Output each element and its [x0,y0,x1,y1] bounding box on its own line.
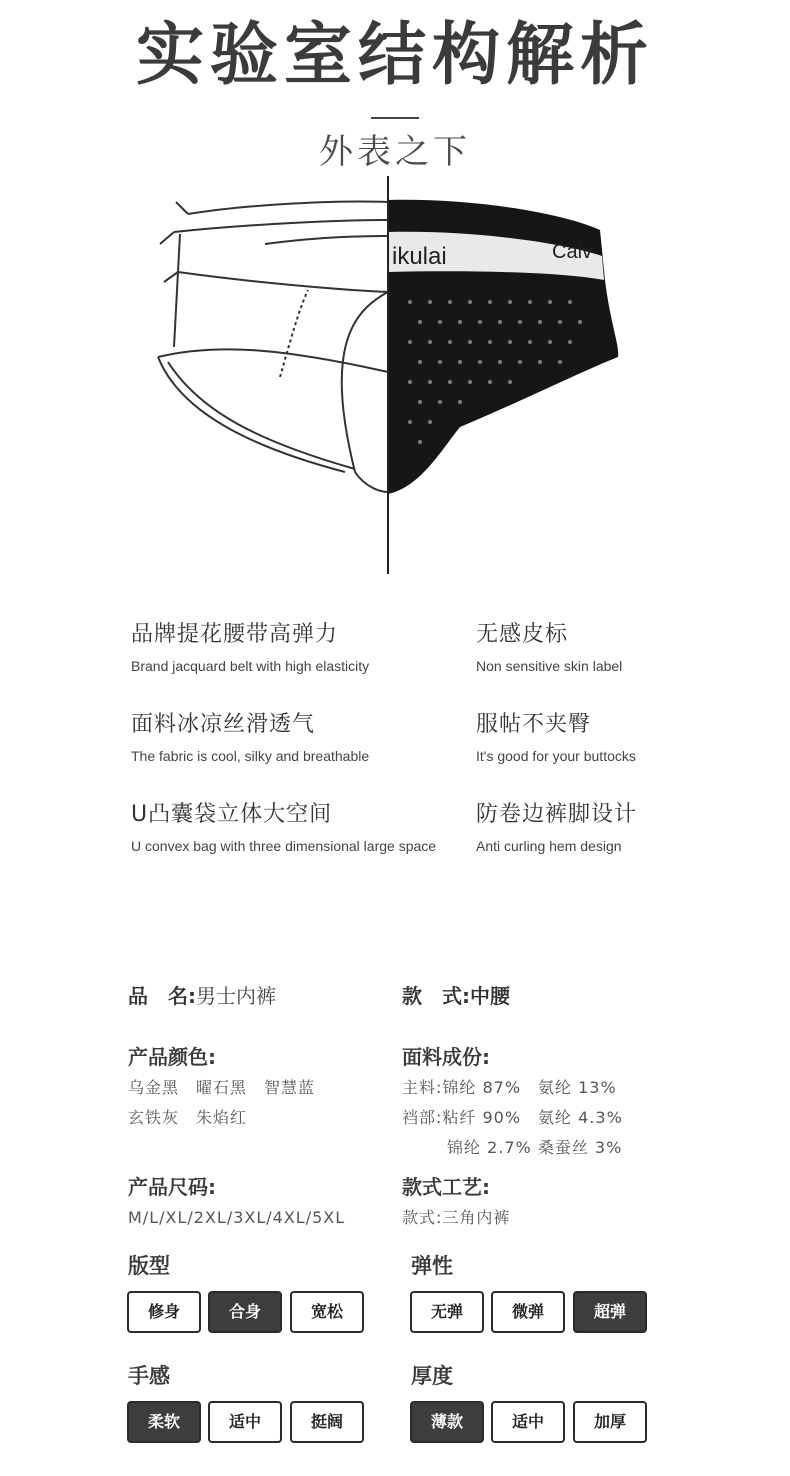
spec-craft-label: 款式工艺: [402,1175,490,1199]
fit-label: 版型 [128,1254,170,1278]
thickness-option-thin: 薄款 [410,1401,484,1443]
feature-waistband [131,620,369,676]
feature-pouch [131,800,436,856]
waistband-brand-text-2: Caiv [552,241,593,263]
feature-fabric [131,710,369,766]
thickness-option-medium: 适中 [491,1401,565,1443]
elasticity-option-super: 超弹 [573,1291,647,1333]
feel-option-stiff: 挺阔 [290,1401,364,1443]
feature-subtitle: Anti curling hem design [476,838,622,854]
feature-subtitle: Non sensitive skin label [476,658,623,674]
elasticity-label: 弹性 [411,1254,453,1278]
spec-product-name [128,982,276,1010]
spec-fabric-line: 主料:锦纶 87% 氨纶 13% [402,1078,617,1097]
page-subtitle: 外表之下 [319,132,471,172]
feature-subtitle: U convex bag with three dimensional large space [131,838,437,854]
spec-label: 品 名: [128,984,196,1008]
fit-option-regular: 合身 [208,1291,282,1333]
thickness-label: 厚度 [411,1364,453,1388]
spec-color-line: 玄铁灰 朱焰红 [128,1108,248,1127]
feature-title: 服帖不夹臀 [476,712,592,737]
feature-subtitle: The fabric is cool, silky and breathable [131,748,370,764]
spec-fabric-label: 面料成份: [402,1045,490,1069]
fit-option-slim: 修身 [127,1291,201,1333]
feel-option-soft: 柔软 [127,1401,201,1443]
feature-subtitle: It's good for your buttocks [476,748,636,764]
spec-label: 款 式: [402,984,470,1008]
spec-size-value: M/L/XL/2XL/3XL/4XL/5XL [128,1208,346,1227]
outline-sketch [158,202,388,493]
spec-value: 中腰 [470,984,510,1008]
spec-size-label: 产品尺码: [128,1175,216,1199]
page-title: 实验室结构解析 [135,16,654,95]
feel-option-medium: 适中 [208,1401,282,1443]
elasticity-option-none: 无弹 [410,1291,484,1333]
waistband-brand-text: ikulai [392,243,447,270]
feature-subtitle: Brand jacquard belt with high elasticity [131,658,370,674]
fit-option-loose: 宽松 [290,1291,364,1333]
feature-title: 品牌提花腰带高弹力 [131,622,339,647]
spec-craft-value: 款式:三角内裤 [402,1208,511,1227]
feature-title: 面料冰凉丝滑透气 [131,712,316,737]
spec-style [402,982,510,1010]
feature-skin-label [476,620,622,676]
underwear-structure-illustration [140,172,640,582]
elasticity-option-slight: 微弹 [491,1291,565,1333]
spec-color-label: 产品颜色: [128,1045,216,1069]
feature-title: 无感皮标 [476,622,569,647]
feature-hem [476,800,637,856]
feature-title: 防卷边裤脚设计 [476,802,638,827]
title-divider [371,117,419,119]
spec-fabric-line: 裆部:粘纤 90% 氨纶 4.3% [402,1108,623,1127]
fabric-photo-half [388,200,618,494]
feel-label: 手感 [128,1364,170,1388]
spec-value: 男士内裤 [196,984,276,1008]
feature-title: U凸囊袋立体大空间 [131,802,333,827]
spec-color-line: 乌金黑 曜石黑 智慧蓝 [128,1078,316,1097]
spec-fabric-line: 锦纶 2.7% 桑蚕丝 3% [447,1138,623,1157]
thickness-option-thick: 加厚 [573,1401,647,1443]
feature-fit [476,710,636,766]
